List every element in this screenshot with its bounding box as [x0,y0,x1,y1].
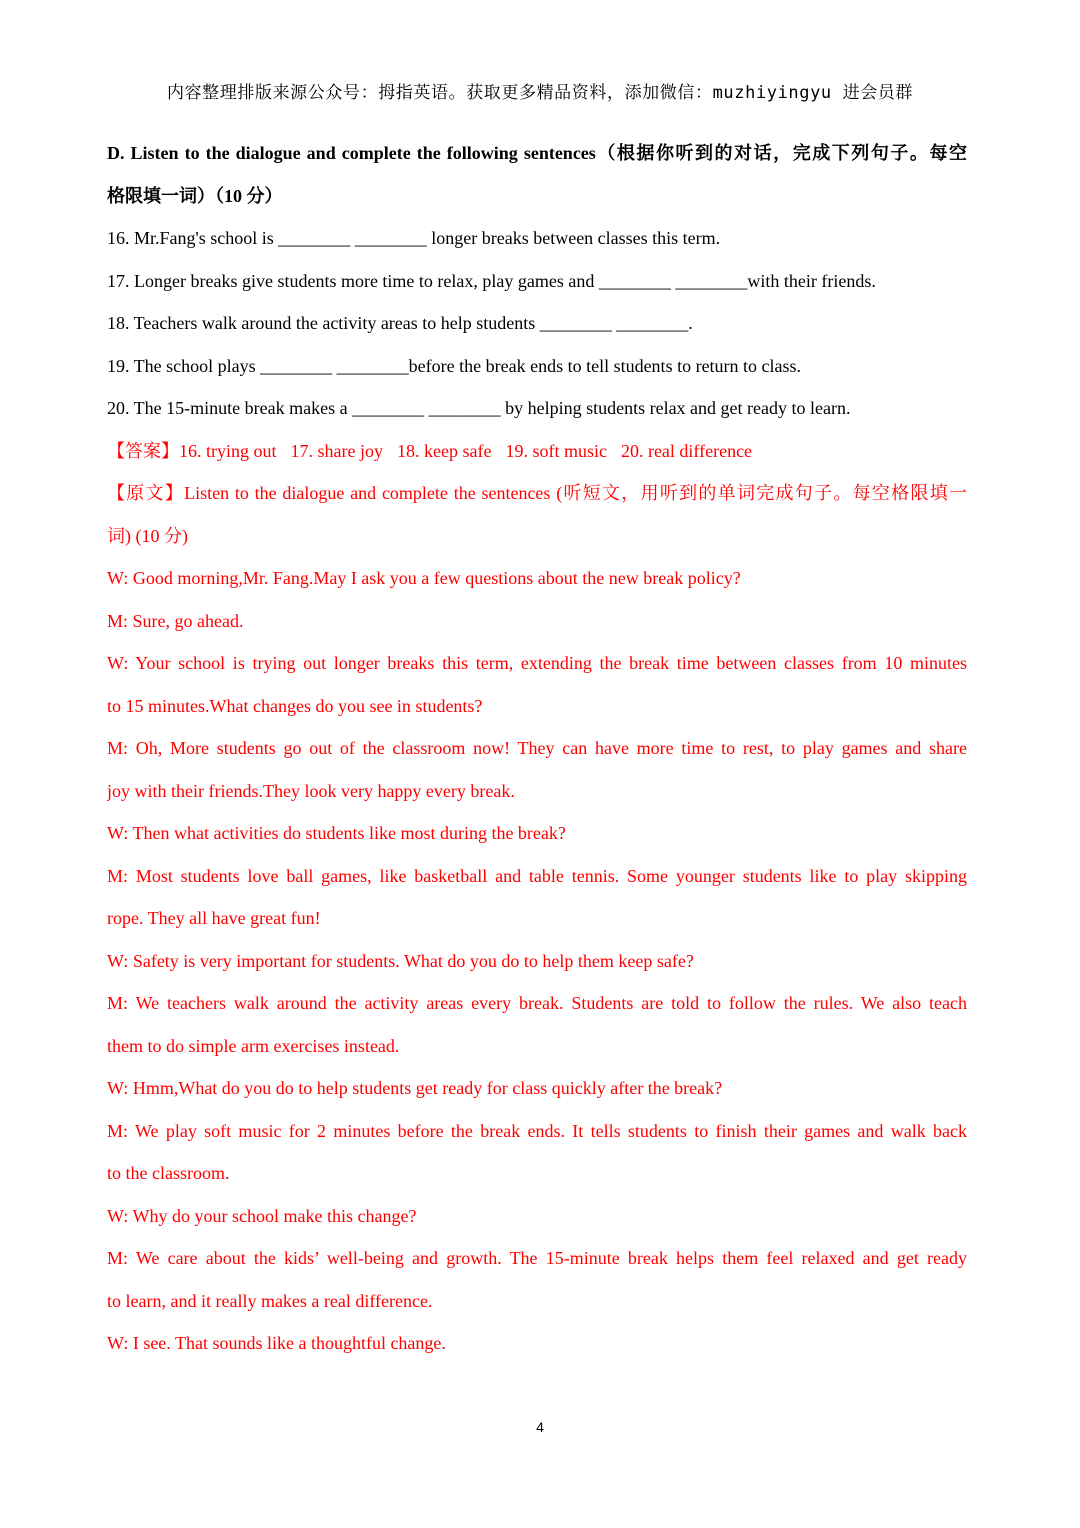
transcript-line: M: Oh, More students go out of the classroom now! They can have more time to rest, to play games and share [107,738,967,758]
transcript-intro-text: Listen to the dialogue and complete the sentences (听短文，用听到的单词完成句子。每空格限填一 [184,483,967,503]
question-20: 20. The 15-minute break makes a ________ ________ by helping students relax and get ready to learn. [107,398,851,418]
question-18: 18. Teachers walk around the activity areas to help students ________ ________. [107,313,693,333]
question-17: 17. Longer breaks give students more time to relax, play games and ________ ________with their friends. [107,270,876,291]
transcript-line: to the classroom. [107,1163,230,1183]
answer-item-16: 16. trying out [179,440,277,461]
question-16: 16. Mr.Fang's school is ________ ________ longer breaks between classes this term. [107,228,721,248]
transcript-intro-line-1 [107,472,967,515]
transcript-line: M: We play soft music for 2 minutes before the break ends. It tells students to finish their games and walk back [107,1120,967,1141]
transcript-label: 【原文】 [107,483,185,503]
transcript-line: W: Good morning,Mr. Fang.May I ask you a few questions about the new break policy? [107,568,741,588]
answer-item-17: 17. share joy [290,440,383,461]
answer-line [107,430,967,473]
question-19: 19. The school plays ________ ________before the break ends to tell students to return to class. [107,355,802,376]
transcript-line: W: Your school is trying out longer breaks this term, extending the break time between classes from 10 minutes [107,653,967,673]
section-title-line-2: 格限填一词）（10 分） [107,185,283,206]
page-number: 4 [536,1419,544,1435]
section-title-line-1: D. Listen to the dialogue and complete the following sentences（根据你听到的对话，完成下列句子。每空 [107,143,967,163]
transcript-line: W: Why do your school make this change? [107,1205,417,1226]
answer-item-19: 19. soft music [505,440,607,461]
answer-item-20: 20. real difference [620,440,753,461]
transcript-line: W: Then what activities do students like most during the break? [107,823,566,843]
transcript-intro-line-2: 词) (10 分) [107,525,188,546]
transcript-line: to learn, and it really makes a real difference. [107,1290,433,1311]
transcript-line: rope. They all have great fun! [107,908,321,928]
content-area [107,132,967,1365]
transcript-line: M: Most students love ball games, like basketball and table tennis. Some younger students like to play skipping [107,865,967,886]
header-note: 内容整理排版来源公众号：拇指英语。获取更多精品资料，添加微信：muzhiyingyu 进会员群 [166,83,914,103]
answer-label: 【答案】 [107,440,179,461]
transcript-line: them to do simple arm exercises instead. [107,1035,400,1056]
transcript-line: W: I see. That sounds like a thoughtful change. [107,1333,446,1353]
transcript-line: W: Hmm,What do you do to help students get ready for class quickly after the break? [107,1078,723,1098]
transcript-line: M: Sure, go ahead. [107,610,244,631]
transcript-line: M: We care about the kids’ well-being and growth. The 15-minute break helps them feel relaxed and get ready [107,1248,967,1268]
transcript-line: to 15 minutes.What changes do you see in students? [107,695,483,716]
transcript-line: W: Safety is very important for students. What do you do to help them keep safe? [107,950,694,971]
transcript-line: M: We teachers walk around the activity areas every break. Students are told to follow the rules. We also teach [107,993,967,1013]
answer-item-18: 18. keep safe [396,440,492,461]
transcript-line: joy with their friends.They look very happy every break. [107,780,515,801]
